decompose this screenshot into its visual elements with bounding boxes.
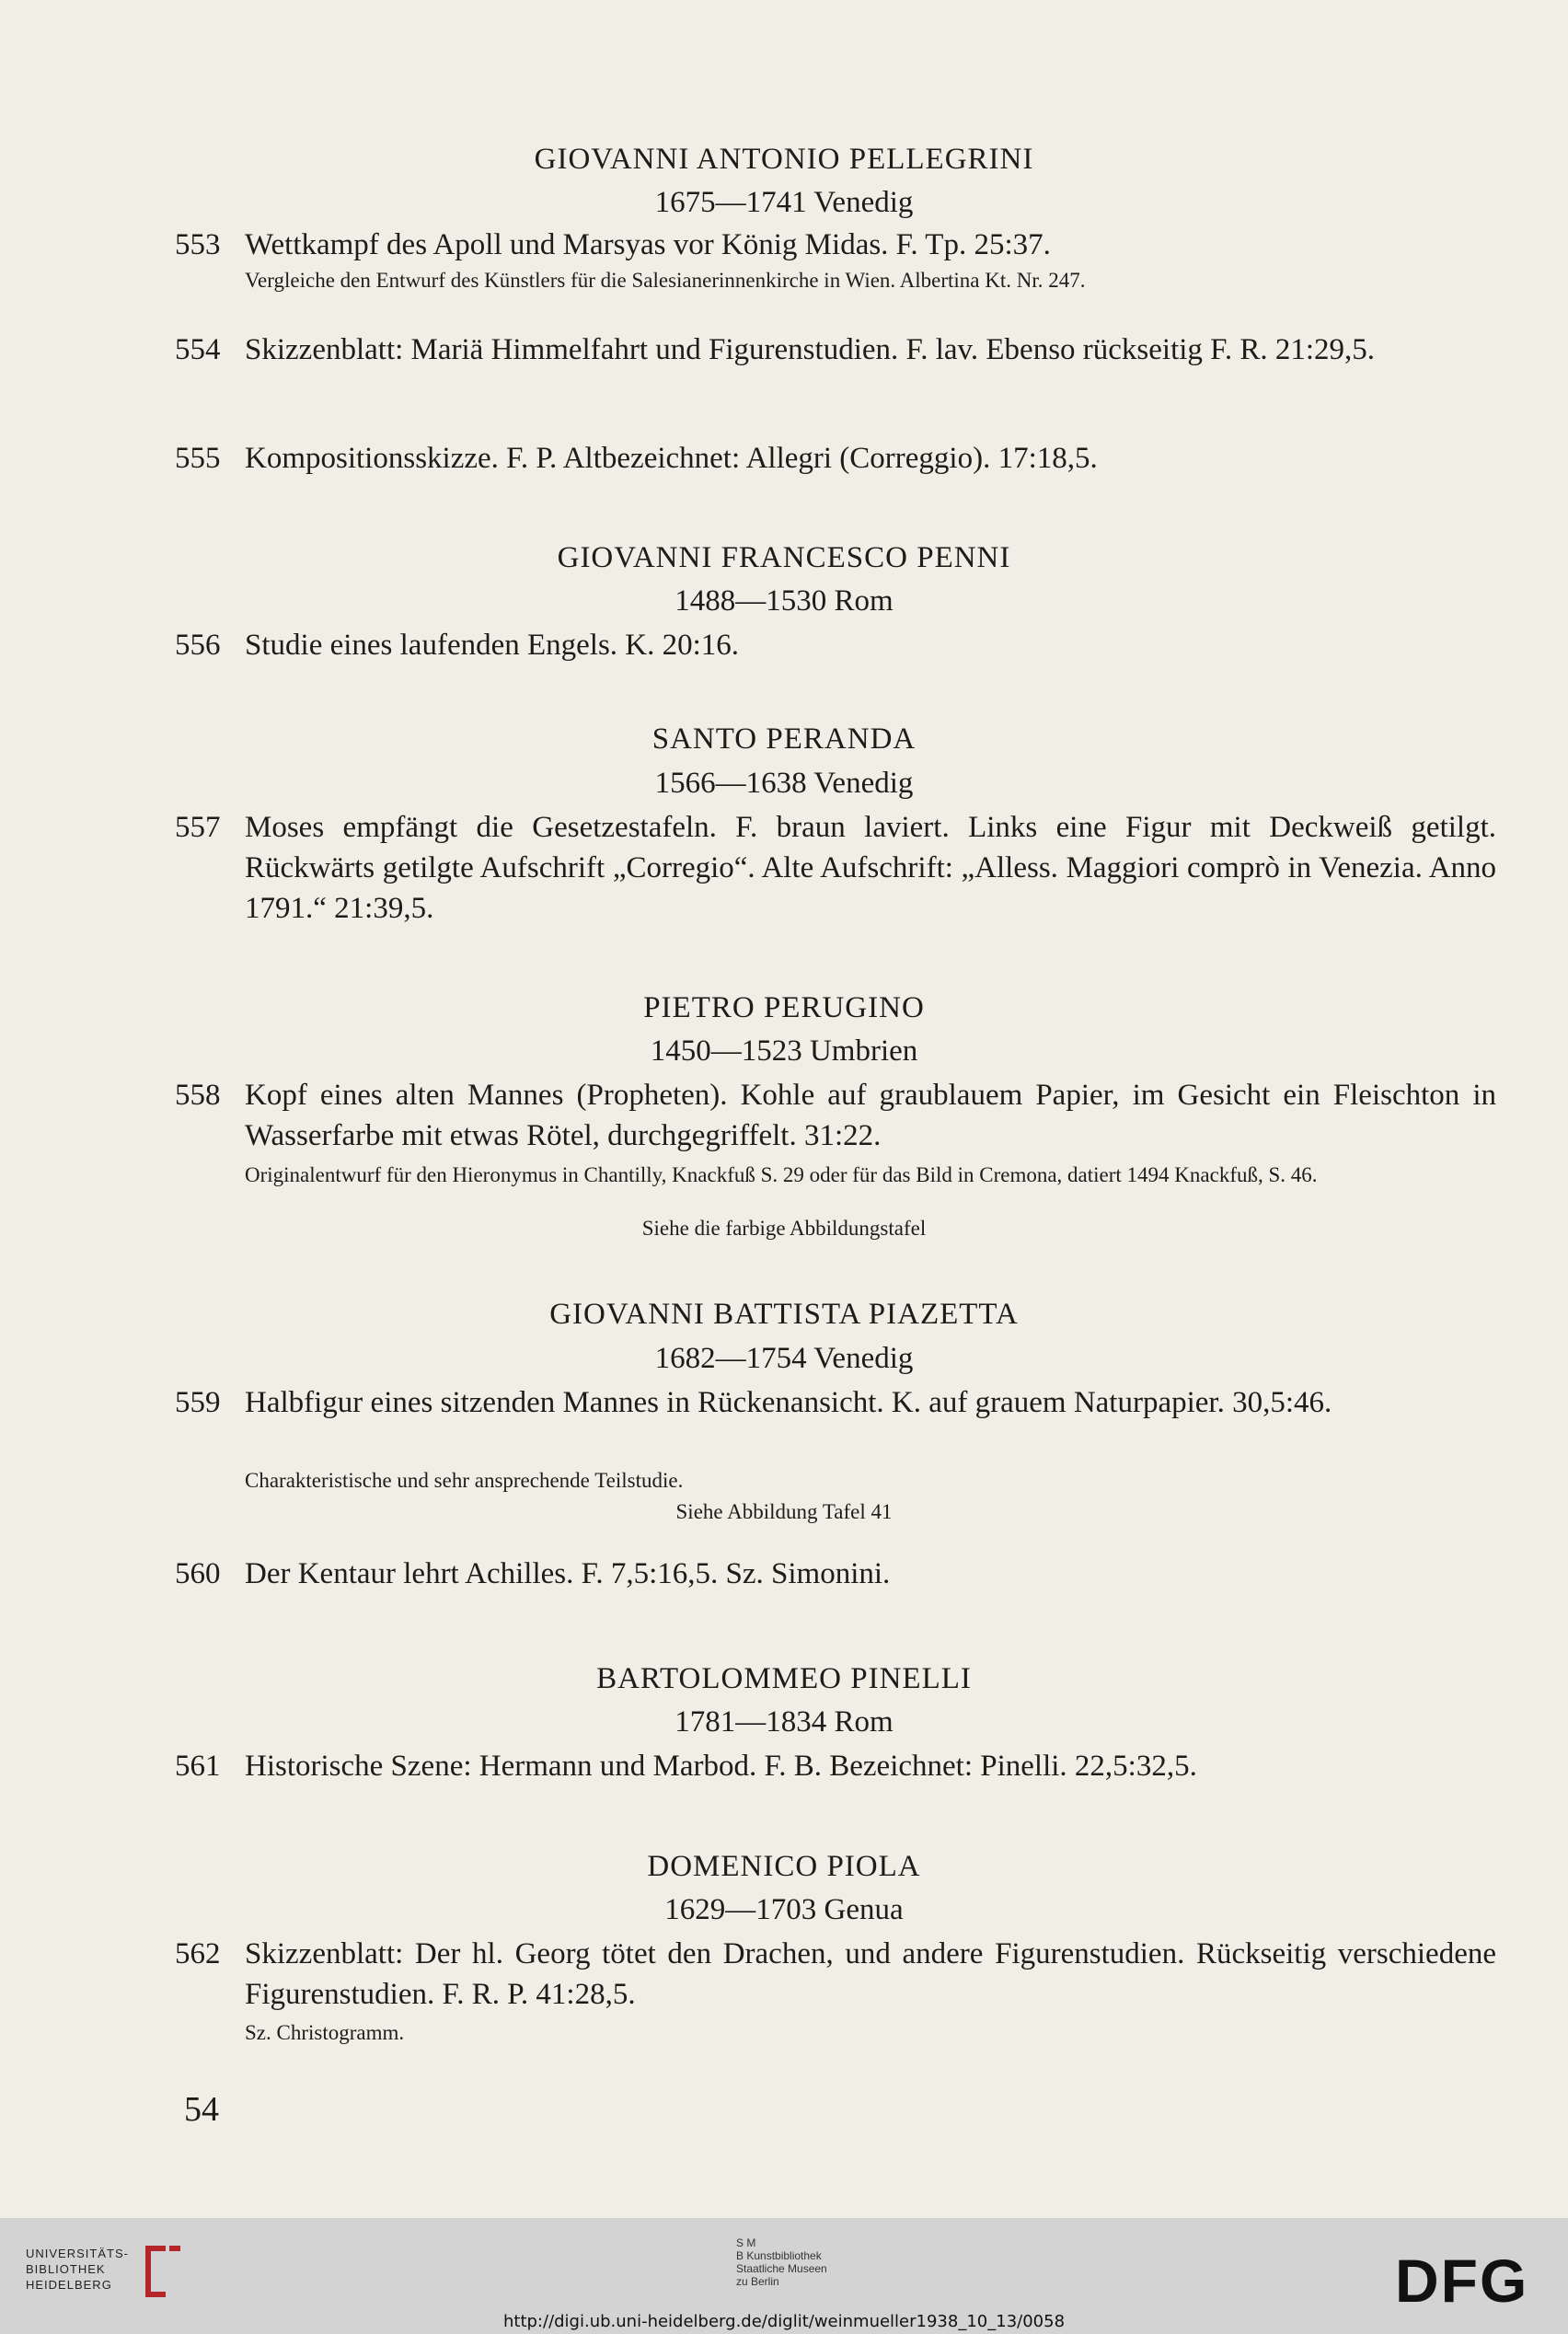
lot-description: Halbfigur eines sitzenden Mannes in Rückenansicht. K. auf grauem Naturpapier. 30,5:46. xyxy=(245,1386,1332,1419)
library-name-line: BIBLIOTHEK xyxy=(26,2262,106,2276)
lot-number: 555 xyxy=(175,442,221,475)
lot-description: Kopf eines alten Mannes (Propheten). Kohle auf graublauem Papier, im Gesicht ein Fleischton in Wasserfarbe mit etwas Rötel, durchgegriffelt. 31:22. xyxy=(245,1079,1496,1152)
artist-dates: 1629—1703 Genua xyxy=(664,1893,904,1926)
artist-dates: 1682—1754 Venedig xyxy=(654,1342,914,1375)
smb-kunstbibliothek-logo[interactable] xyxy=(736,2236,827,2288)
heidelberg-library-logo[interactable] xyxy=(26,2246,129,2293)
lot-number: 562 xyxy=(175,1937,221,1970)
lot-description: Historische Szene: Hermann und Marbod. F. B. Bezeichnet: Pinelli. 22,5:32,5. xyxy=(245,1750,1197,1783)
smb-line: zu Berlin xyxy=(736,2275,779,2288)
artist-dates: 1781—1834 Rom xyxy=(674,1705,894,1739)
library-name-line: HEIDELBERG xyxy=(26,2278,112,2292)
dfg-logo[interactable]: DFG xyxy=(1395,2247,1529,2315)
artist-heading: PIETRO PERUGINO xyxy=(643,991,925,1024)
artist-heading: GIOVANNI BATTISTA PIAZETTA xyxy=(549,1298,1019,1331)
smb-line: B Kunstbibliothek xyxy=(736,2249,822,2262)
lot-note: Originalentwurf für den Hieronymus in Chantilly, Knackfuß S. 29 oder für das Bild in Cremona, datiert 1494 Knackfuß, S. 46. xyxy=(245,1163,1318,1186)
artist-dates: 1675—1741 Venedig xyxy=(654,186,914,219)
plate-reference: Siehe Abbildung Tafel 41 xyxy=(675,1500,893,1523)
lot-description: Skizzenblatt: Mariä Himmelfahrt und Figurenstudien. F. lav. Ebenso rückseitig F. R. 21:29,5. xyxy=(245,333,1376,366)
lot-note: Vergleiche den Entwurf des Künstlers für die Salesianerinnenkirche in Wien. Albertina Kt. Nr. 247. xyxy=(245,269,1086,292)
lot-description: Wettkampf des Apoll und Marsyas vor König Midas. F. Tp. 25:37. xyxy=(245,228,1051,261)
library-emblem-icon xyxy=(138,2242,184,2299)
artist-dates: 1566—1638 Venedig xyxy=(654,767,914,800)
lot-description: Studie eines laufenden Engels. K. 20:16. xyxy=(245,629,740,662)
smb-line: Staatliche Museen xyxy=(736,2262,827,2275)
artist-heading: GIOVANNI ANTONIO PELLEGRINI xyxy=(534,143,1034,176)
lot-note: Charakteristische und sehr ansprechende Teilstudie. xyxy=(245,1469,684,1492)
lot-number: 557 xyxy=(175,811,221,844)
viewer-footer xyxy=(0,2218,1568,2334)
smb-line: S M xyxy=(736,2236,756,2249)
lot-number: 556 xyxy=(175,629,221,662)
lot-note: Sz. Christogramm. xyxy=(245,2021,405,2044)
lot-description: Moses empfängt die Gesetzestafeln. F. braun laviert. Links eine Figur mit Deckweiß getilgt. Rückwärts getilgte Aufschrift „Corregio“. Alte Aufschrift: „Alless. Maggiori comprò in Venezia. Anno 1791.“ 21:39,5. xyxy=(245,811,1496,925)
lot-number: 554 xyxy=(175,333,221,366)
library-name-line: UNIVERSITÄTS- xyxy=(26,2247,129,2260)
permalink-url[interactable]: http://digi.ub.uni-heidelberg.de/diglit/weinmueller1938_10_13/0058 xyxy=(502,2312,1066,2331)
artist-dates: 1488—1530 Rom xyxy=(674,584,894,618)
lot-number: 558 xyxy=(175,1079,221,1112)
plate-reference: Siehe die farbige Abbildungstafel xyxy=(641,1217,927,1240)
artist-heading: BARTOLOMMEO PINELLI xyxy=(596,1662,972,1695)
page-number: 54 xyxy=(184,2090,219,2129)
lot-number: 553 xyxy=(175,228,221,261)
lot-description: Der Kentaur lehrt Achilles. F. 7,5:16,5. Sz. Simonini. xyxy=(245,1557,891,1590)
artist-heading: DOMENICO PIOLA xyxy=(647,1850,921,1883)
lot-number: 560 xyxy=(175,1557,221,1590)
artist-heading: SANTO PERANDA xyxy=(651,722,917,756)
lot-number: 559 xyxy=(175,1386,221,1419)
lot-number: 561 xyxy=(175,1750,221,1783)
artist-heading: GIOVANNI FRANCESCO PENNI xyxy=(557,541,1011,574)
lot-description: Skizzenblatt: Der hl. Georg tötet den Drachen, und andere Figurenstudien. Rückseitig verschiedene Figurenstudien. F. R. P. 41:28,5. xyxy=(245,1937,1496,2011)
artist-dates: 1450—1523 Umbrien xyxy=(650,1034,918,1068)
lot-description: Kompositionsskizze. F. P. Altbezeichnet: Allegri (Correggio). 17:18,5. xyxy=(245,442,1098,475)
